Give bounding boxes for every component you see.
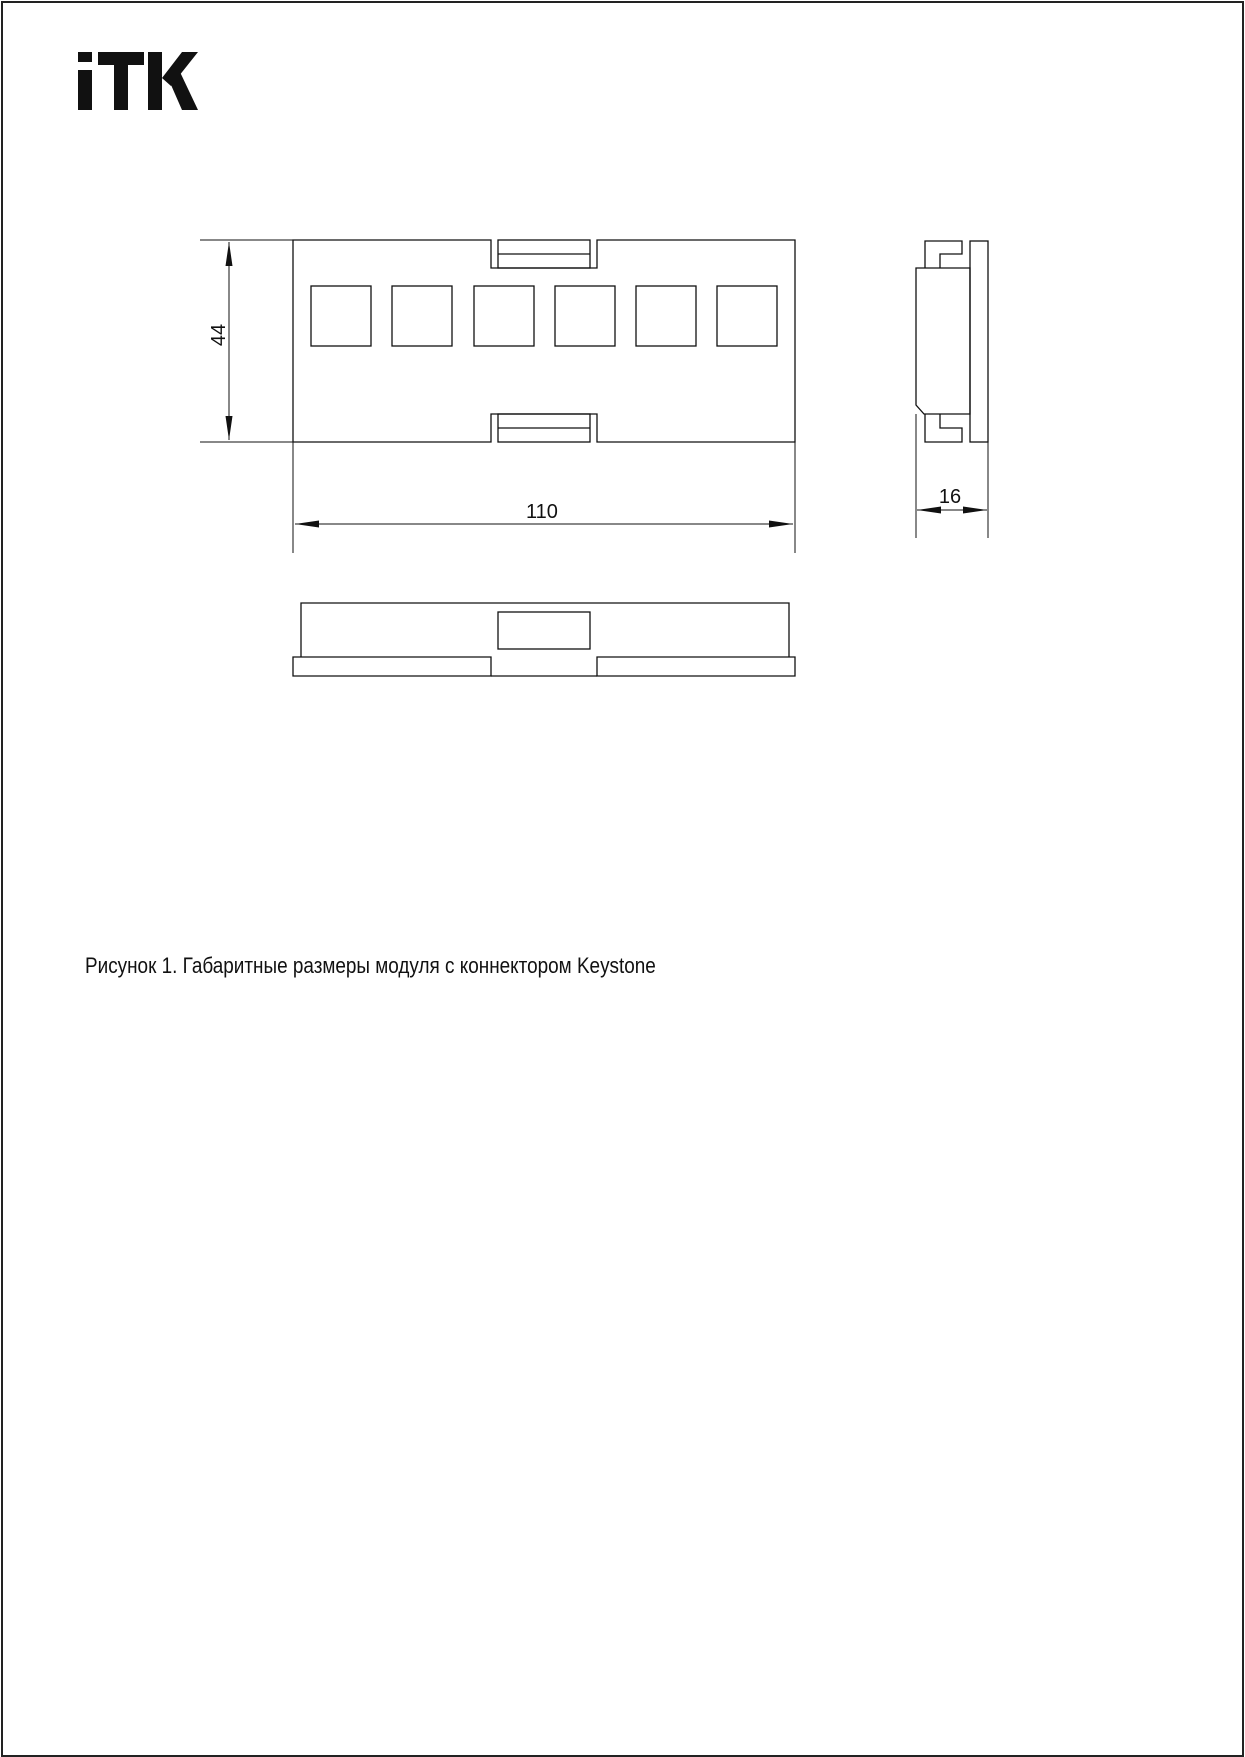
keystone-port-3 (474, 286, 534, 346)
keystone-port-1 (311, 286, 371, 346)
figure-caption: Рисунок 1. Габаритные размеры модуля с коннектором Keystone (85, 953, 656, 978)
depth-dimension (916, 414, 988, 538)
keystone-port-5 (636, 286, 696, 346)
width-dimension (293, 442, 795, 553)
keystone-port-2 (392, 286, 452, 346)
width-label: 110 (526, 501, 558, 523)
side-view (916, 241, 988, 442)
top-view-latch (498, 612, 590, 649)
front-view (293, 240, 795, 442)
keystone-port-4 (555, 286, 615, 346)
top-view (293, 603, 795, 676)
height-label: 44 (208, 323, 230, 347)
side-view-bottom-clip (925, 414, 962, 442)
side-view-faceplate (970, 241, 988, 442)
side-view-top-clip (925, 241, 962, 268)
front-view-outline (293, 240, 795, 442)
side-view-body (916, 268, 970, 414)
depth-label: 16 (938, 486, 962, 508)
keystone-port-6 (717, 286, 777, 346)
top-view-right-flange (597, 657, 795, 676)
top-view-left-flange (293, 657, 491, 676)
